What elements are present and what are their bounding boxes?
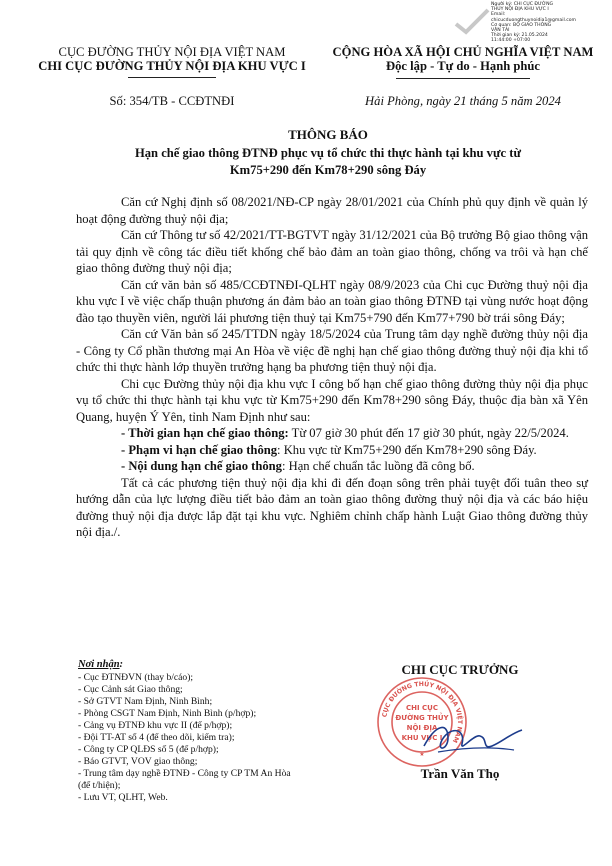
motto: Độc lập - Tự do - Hạnh phúc: [386, 59, 540, 73]
doc-body: [76, 194, 588, 541]
recipient-item: - Sở GTVT Nam Định, Ninh Bình;: [78, 696, 213, 707]
digital-signature-info: [491, 2, 611, 44]
recipient-item: - Cảng vụ ĐTNĐ khu vực II (để p/hợp);: [78, 720, 233, 731]
doc-heading: THÔNG BÁO: [288, 127, 368, 142]
recipient-item: - Báo GTVT, VOV giao thông;: [78, 756, 198, 767]
paragraph-legal-basis-2: Căn cứ Thông tư số 42/2021/TT-BGTVT ngày 31/12/2021 của Bộ trưởng Bộ giao thông vận tải quy định về công tác điều tiết khống chế bảo đảm an toàn giao thông, chống va trôi và hạn chế giao thông đường thuỷ nội địa;: [76, 228, 588, 275]
seal-center-text: ĐƯỜNG THỦY: [395, 714, 449, 722]
sig-line: Thời gian ký: 21.05.2024: [491, 33, 548, 39]
sig-line: VẬN TẢI: [491, 28, 510, 34]
sig-line: 11:44:00 +07:00: [491, 38, 531, 44]
doc-number: Số: 354/TB - CCĐTNĐI: [109, 94, 235, 108]
sig-line: Cơ quan: BỘ GIAO THÔNG: [491, 22, 552, 28]
paragraph-legal-basis-4: Căn cứ Văn bản số 245/TTDN ngày 18/5/2024 của Trung tâm dạy nghề đường thủy nội địa - Công ty Cổ phần thương mại An Hòa về việc đề nghị hạn chế giao thông đường thuỷ nội địa khi tổ chức thi thực hành lớp thuyền trưởng hạng ba phương tiện thuỷ nội địa.: [76, 327, 588, 374]
sig-line: THỦY NỘI ĐỊA KHU VỰC I: [491, 7, 549, 13]
paragraph-time: [76, 425, 588, 442]
org-name: CHI CỤC ĐƯỜNG THỦY NỘI ĐỊA KHU VỰC I: [38, 59, 306, 73]
org-underline: [128, 77, 216, 78]
recipient-item: - Lưu VT, QLHT, Web.: [78, 792, 168, 803]
recipient-item: - Công ty CP QLĐS số 5 (để p/hợp);: [78, 744, 219, 755]
seal-center-text: CHI CỤC: [406, 704, 438, 712]
subtitle-line-1: Hạn chế giao thông ĐTNĐ phục vụ tổ chức thi thực hành tại khu vực từ: [134, 146, 522, 160]
subtitle-line-2: Km75+290 đến Km78+290 sông Đáy: [229, 162, 427, 177]
recipients-title: Nơi nhận:: [78, 659, 124, 670]
country-name: CỘNG HÒA XÃ HỘI CHỦ NGHĨA VIỆT NAM: [332, 45, 594, 59]
scope-value: : Khu vực từ Km75+290 đến Km78+290 sông Đáy.: [277, 442, 537, 457]
sig-line: Người ký: CHI CỤC ĐƯỜNG: [491, 2, 554, 7]
paragraph-content: [76, 458, 588, 475]
scope-label: - Phạm vi hạn chế giao thông: [121, 442, 278, 457]
header-right: [322, 45, 604, 73]
sig-line: chicucduongthuynoidia1@gmail.com: [491, 17, 577, 23]
header-left: [22, 45, 322, 73]
signature-check-icon: [452, 6, 492, 36]
paragraph-compliance: Tất cả các phương tiện thuỷ nội địa khi đi đến đoạn sông trên phải tuyệt đối tuân theo sự hướng dẫn của lực lượng điều tiết bảo đảm an toàn giao thông đường thuỷ nội địa và các báo hiệu đường thuỷ nội địa được lắp đặt tại khu vực. Nghiêm chỉnh chấp hành Luật Giao thông đường thủy nội địa./.: [76, 475, 588, 539]
org-parent: CỤC ĐƯỜNG THỦY NỘI ĐỊA VIỆT NAM: [58, 45, 286, 59]
seal-star-icon: ★: [419, 752, 425, 758]
handwritten-signature: [418, 716, 528, 760]
signer-name: Trần Văn Thọ: [420, 766, 500, 781]
recipients-block: [78, 659, 348, 804]
content-value: : Hạn chế chuẩn tắc luồng đã công bố.: [281, 459, 475, 473]
sig-line: Email:: [491, 12, 506, 18]
motto-underline: [396, 78, 530, 79]
recipient-item: (để t/hiện);: [78, 780, 121, 791]
paragraph-scope: [76, 442, 588, 459]
paragraph-legal-basis-3: Căn cứ văn bản số 485/CCĐTNĐI-QLHT ngày 08/9/2023 của Chi cục Đường thuỷ nội địa khu vực I về việc chấp thuận phương án đảm bảo an toàn giao thông ĐTNĐ tại vùng nước hoạt động đào tạo thuyền viên, người lái phương tiện thuỷ tại Km75+790 đến Km77+790 bờ trái sông Đáy;: [76, 277, 588, 325]
doc-subtitle: [72, 145, 584, 178]
signer-position: CHI CỤC TRƯỞNG: [401, 662, 519, 677]
recipient-item: - Cục Cảnh sát Giao thông;: [78, 684, 183, 695]
recipient-item: - Cục ĐTNĐVN (thay b/cáo);: [78, 672, 194, 683]
time-value: Từ 07 giờ 30 phút đến 17 giờ 30 phút, ngày 22/5/2024.: [288, 426, 569, 440]
paragraph-announcement: Chi cục Đường thủy nội địa khu vực I công bố hạn chế giao thông đường thủy nội địa phục vụ tổ chức thi thực hành tại khu vực từ Km75+290 đến Km78+290 sông Đáy, thuộc địa bàn xã Yên Quang, huyện Ý Yên, tỉnh Nam Định như sau:: [76, 376, 588, 424]
seal-center-text: KHU VỰC I: [401, 734, 443, 742]
place-date: Hải Phòng, ngày 21 tháng 5 năm 2024: [365, 94, 561, 108]
content-label: - Nội dung hạn chế giao thông: [121, 459, 282, 473]
paragraph-legal-basis-1: Căn cứ Nghị định số 08/2021/NĐ-CP ngày 28/01/2021 của Chính phủ quy định về quản lý hoạt động đường thuỷ nội địa;: [76, 195, 588, 226]
recipient-item: - Phòng CSGT Nam Định, Ninh Bình (p/hợp);: [78, 708, 257, 719]
seal-ring-text: CỤC ĐƯỜNG THỦY NỘI ĐỊA VIỆT NAM: [381, 680, 464, 744]
seal-center-text: NỘI ĐỊA: [406, 724, 438, 732]
recipient-item: - Đội TT-AT số 4 (để theo dõi, kiểm tra);: [78, 732, 235, 743]
time-label: - Thời gian hạn chế giao thông:: [121, 426, 289, 440]
recipient-item: - Trung tâm dạy nghề ĐTNĐ - Công ty CP TM An Hòa: [78, 768, 291, 779]
